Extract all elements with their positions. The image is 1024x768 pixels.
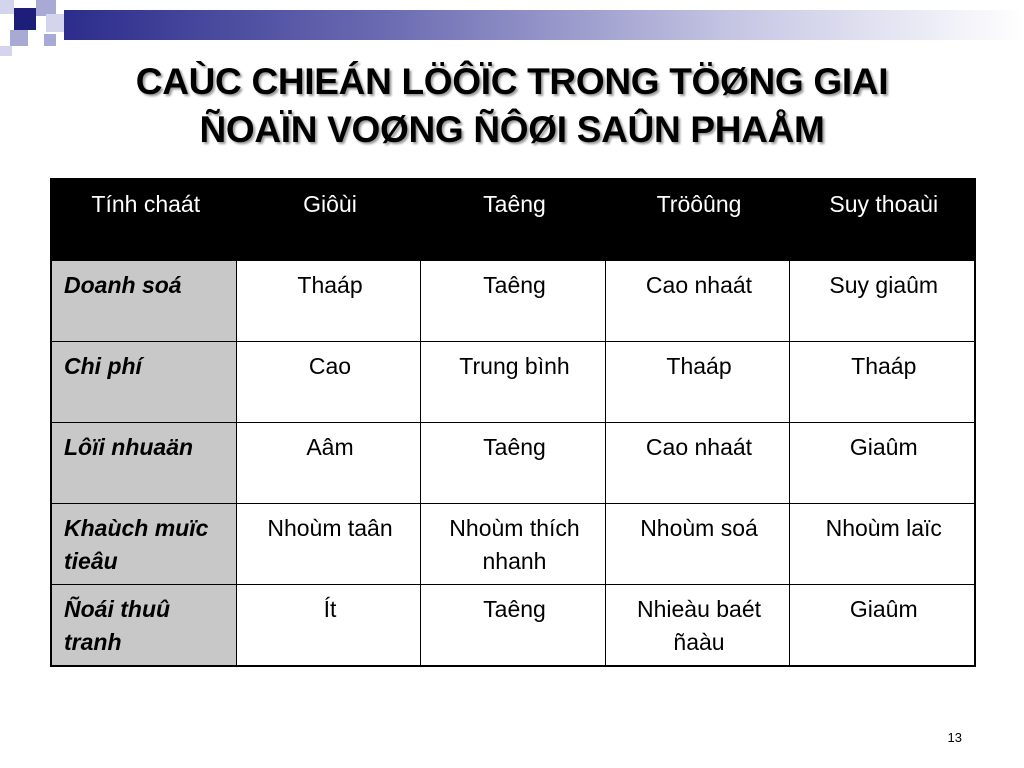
table-cell: Ít <box>236 585 420 667</box>
table-cell: Aâm <box>236 423 420 504</box>
slide-title <box>0 58 1024 154</box>
decor-square <box>14 8 36 30</box>
table-header-cell: Taêng <box>420 179 605 261</box>
slide-title-line-2: ÑOAÏN VOØNG ÑÔØI SAÛN PHAÅM <box>199 109 825 150</box>
table-cell: Thaáp <box>789 342 975 423</box>
table-header-cell: Suy thoaùi <box>789 179 975 261</box>
table-header-cell: Tröôûng <box>605 179 789 261</box>
table-cell: Cao <box>236 342 420 423</box>
row-label: Ñoái thuû tranh <box>51 585 236 667</box>
table-header-cell: Tính chaát <box>51 179 236 261</box>
row-label: Khaùch muïc tieâu <box>51 504 236 585</box>
decor-square <box>46 14 64 32</box>
table-cell: Nhoùm laïc <box>789 504 975 585</box>
table-cell: Giaûm <box>789 585 975 667</box>
table-cell: Cao nhaát <box>605 423 789 504</box>
title-gradient-bar <box>64 10 1024 40</box>
table-cell: Taêng <box>420 423 605 504</box>
table-row <box>51 261 975 342</box>
table-cell: Nhoùm taân <box>236 504 420 585</box>
table-row <box>51 585 975 667</box>
table-cell: Taêng <box>420 585 605 667</box>
row-label: Lôïi nhuaän <box>51 423 236 504</box>
table-cell: Nhieàu baét ñaàu <box>605 585 789 667</box>
table-cell: Giaûm <box>789 423 975 504</box>
row-label: Doanh soá <box>51 261 236 342</box>
decor-square <box>10 30 28 46</box>
row-label: Chi phí <box>51 342 236 423</box>
table-row <box>51 423 975 504</box>
table-cell: Suy giaûm <box>789 261 975 342</box>
table-cell: Nhoùm thích nhanh <box>420 504 605 585</box>
table-cell: Thaáp <box>236 261 420 342</box>
page-number: 13 <box>947 730 962 745</box>
decor-square <box>44 34 56 46</box>
table-cell: Taêng <box>420 261 605 342</box>
slide-title-line-1: CAÙC CHIEÁN LÖÔÏC TRONG TÖØNG GIAI <box>135 61 889 102</box>
table-header-cell: Giôùi <box>236 179 420 261</box>
table-cell: Trung bình <box>420 342 605 423</box>
table-cell: Cao nhaát <box>605 261 789 342</box>
table-cell: Nhoùm soá <box>605 504 789 585</box>
decor-square <box>0 0 14 14</box>
table-header-row <box>51 179 975 261</box>
lifecycle-strategy-table <box>50 178 976 667</box>
decor-square <box>0 46 12 56</box>
table-row <box>51 342 975 423</box>
table-row <box>51 504 975 585</box>
table-cell: Thaáp <box>605 342 789 423</box>
